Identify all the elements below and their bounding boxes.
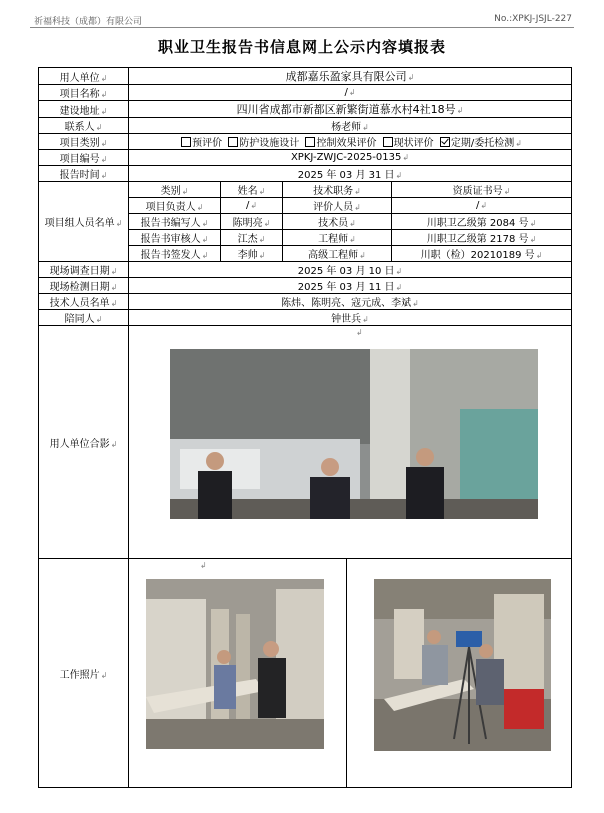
header-rule [30, 27, 574, 28]
team-role: 报告书审核人↲ [129, 230, 221, 246]
paragraph-mark: ↲ [356, 328, 363, 337]
page-title: 职业卫生报告书信息网上公示内容填报表 [157, 38, 446, 56]
project-no-label: 项目编号↲ [39, 150, 129, 166]
category-option-control-eval[interactable]: 控制效果评价 [302, 138, 376, 149]
team-cert: 川职卫乙级第 2084 号↲ [392, 214, 572, 230]
team-name: 李帅↲ [221, 246, 283, 262]
team-label: 项目组人员名单↲ [39, 182, 129, 262]
team-role: 报告书签发人↲ [129, 246, 221, 262]
team-title: 技术员↲ [283, 214, 392, 230]
category-option-periodic-test[interactable]: 定期/委托检测 [437, 138, 514, 149]
group-photo [170, 349, 538, 519]
category-option-status-eval[interactable]: 现状评价 [380, 138, 434, 149]
page-header [30, 12, 574, 26]
checkbox-icon[interactable] [181, 137, 191, 147]
address-label: 建设地址↲ [39, 101, 129, 118]
report-time-label: 报告时间↲ [39, 166, 129, 182]
escort-label: 陪同人↲ [39, 310, 129, 326]
work-photo-1-image [146, 579, 324, 749]
employer-value: 成都嘉乐盈家具有限公司↲ [129, 68, 572, 85]
team-header-title: 技术职务↲ [283, 182, 392, 198]
team-header-name: 姓名↲ [221, 182, 283, 198]
work-photo-1 [146, 579, 324, 749]
tech-staff-value: 陈炜、陈明亮、寇元成、李斌↲ [129, 294, 572, 310]
tech-staff-label: 技术人员名单↲ [39, 294, 129, 310]
team-cert: 川职卫乙级第 2178 号↲ [392, 230, 572, 246]
category-option-protection-design[interactable]: 防护设施设计 [225, 138, 299, 149]
header-doc-no: No.:XPKJ-JSJL-227 [494, 14, 572, 24]
team-cert: 川职（检）20210189 号↲ [392, 246, 572, 262]
work-photo-cell-2 [347, 559, 572, 788]
contact-label: 联系人↲ [39, 118, 129, 134]
work-photo-2-image [374, 579, 551, 751]
survey-date-value: 2025 年 03 月 10 日↲ [129, 262, 572, 278]
test-date-label: 现场检测日期↲ [39, 278, 129, 294]
employer-label: 用人单位↲ [39, 68, 129, 85]
group-photo-cell [129, 326, 572, 559]
checkbox-icon[interactable] [305, 137, 315, 147]
form-table [38, 67, 572, 788]
project-name-value: /↲ [129, 85, 572, 101]
team-header-cert: 资质证书号↲ [392, 182, 572, 198]
team-role: 项目负责人↲ [129, 198, 221, 214]
checkbox-icon[interactable] [383, 137, 393, 147]
test-date-value: 2025 年 03 月 11 日↲ [129, 278, 572, 294]
survey-date-label: 现场调查日期↲ [39, 262, 129, 278]
team-name: 江杰↲ [221, 230, 283, 246]
category-label: 项目类别↲ [39, 134, 129, 150]
report-time-value: 2025 年 03 月 31 日↲ [129, 166, 572, 182]
address-value: 四川省成都市新都区新繁街道慕水村4社18号↲ [129, 101, 572, 118]
category-option-pre-eval[interactable]: 预评价 [178, 138, 222, 149]
team-title: 工程师↲ [283, 230, 392, 246]
team-role: 报告书编写人↲ [129, 214, 221, 230]
checkbox-checked-icon[interactable] [440, 137, 450, 147]
paragraph-mark: ↲ [200, 561, 207, 570]
escort-value: 钟世兵↲ [129, 310, 572, 326]
team-title: 评价人员↲ [283, 198, 392, 214]
category-options: 预评价 防护设施设计 控制效果评价 现状评价 定期/委托检测↲ [129, 134, 572, 150]
team-name: /↲ [221, 198, 283, 214]
team-cert: /↲ [392, 198, 572, 214]
contact-value: 杨老师↲ [129, 118, 572, 134]
group-photo-label: 用人单位合影↲ [39, 326, 129, 559]
team-title: 高级工程师↲ [283, 246, 392, 262]
group-photo-image [170, 349, 538, 519]
project-name-label: 项目名称↲ [39, 85, 129, 101]
work-photo-label: 工作照片↲ [39, 559, 129, 788]
team-name: 陈明亮↲ [221, 214, 283, 230]
header-company: 祈福科技（成都）有限公司 [34, 17, 143, 27]
project-no-value: XPKJ-ZWJC-2025-0135↲ [129, 150, 572, 166]
checkbox-icon[interactable] [228, 137, 238, 147]
work-photo-2 [374, 579, 551, 751]
team-header-category: 类别↲ [129, 182, 221, 198]
work-photo-cell-1 [129, 559, 347, 788]
